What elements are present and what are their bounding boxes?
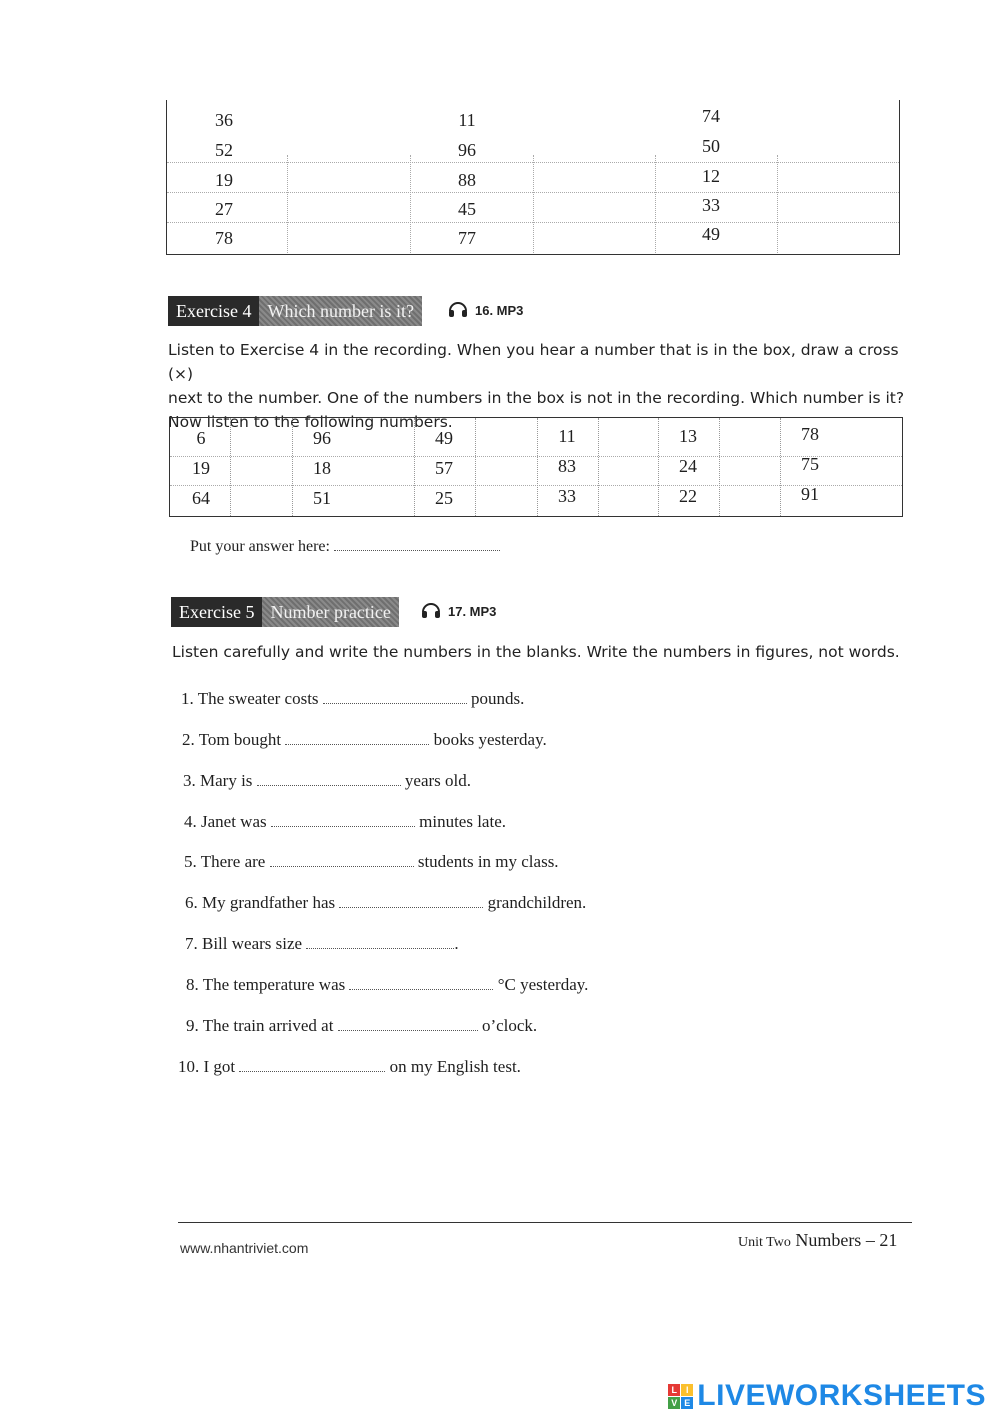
answer-blank[interactable]	[270, 866, 414, 867]
item-text: books yesterday.	[433, 730, 547, 749]
exercise4-audio[interactable]	[447, 298, 523, 323]
headphones-icon	[420, 599, 448, 624]
instruction-line: next to the number. One of the numbers in the box is not in the recording. Which number is it?	[168, 389, 905, 407]
table-cell: 11	[458, 110, 476, 130]
item-text: on my English test.	[389, 1057, 521, 1076]
item-text: 6. My grandfather has	[185, 893, 336, 912]
table-cell: 78	[215, 228, 233, 248]
item-text: 4. Janet was	[184, 812, 267, 831]
table-cell: 49	[702, 224, 720, 244]
logo-squares-icon: L I V E	[668, 1384, 693, 1409]
list-item	[178, 1057, 521, 1077]
instruction-line: Listen to Exercise 4 in the recording. When you hear a number that is in the box, draw a cross (×)	[168, 341, 899, 383]
item-text: °C yesterday.	[497, 975, 589, 994]
item-text: 9. The train arrived at	[186, 1016, 334, 1035]
item-text: 2. Tom bought	[182, 730, 282, 749]
grid-cell[interactable]: 24	[679, 456, 697, 476]
exercise5-header	[171, 597, 399, 627]
item-text: o’clock.	[481, 1016, 538, 1035]
grid-cell[interactable]: 18	[313, 458, 331, 478]
item-text: 3. Mary is	[183, 771, 253, 790]
exercise5-instruction: Listen carefully and write the numbers in the blanks. Write the numbers in figures, not words.	[172, 643, 900, 661]
table-cell: 33	[702, 195, 720, 215]
answer-blank[interactable]	[306, 948, 454, 949]
answer-blank[interactable]	[271, 826, 415, 827]
instruction-line: Now listen to the following numbers.	[168, 413, 453, 431]
table-cell: 50	[702, 136, 720, 156]
grid-cell[interactable]: 91	[801, 484, 819, 504]
item-text: pounds.	[471, 689, 525, 708]
footer-unit: Unit Two	[738, 1235, 791, 1250]
item-text: 7. Bill wears size	[185, 934, 303, 953]
answer-blank[interactable]	[285, 744, 429, 745]
item-text: grandchildren.	[487, 893, 587, 912]
item-text: students in my class.	[417, 852, 559, 871]
grid-row	[170, 484, 902, 520]
grid-cell[interactable]: 96	[313, 428, 331, 448]
exercise4-answer	[190, 538, 500, 556]
exercise5-title: Number practice	[262, 597, 398, 627]
item-text: minutes late.	[419, 812, 506, 831]
exercise5-audio[interactable]	[420, 599, 496, 624]
headphones-icon	[447, 298, 475, 323]
grid-cell[interactable]: 57	[435, 458, 453, 478]
grid-cell[interactable]: 83	[558, 456, 576, 476]
item-text: 10. I got	[178, 1057, 236, 1076]
page-number: – 21	[865, 1230, 898, 1250]
answer-blank[interactable]	[257, 785, 401, 786]
table-row	[167, 106, 899, 140]
table-row	[167, 166, 899, 200]
answer-blank[interactable]	[323, 703, 467, 704]
list-item	[185, 934, 459, 954]
liveworksheets-logo	[668, 1379, 986, 1413]
grid-cell[interactable]: 25	[435, 488, 453, 508]
table-cell: 36	[215, 110, 233, 130]
table-row	[167, 195, 899, 229]
table-cell: 96	[458, 140, 476, 160]
list-item	[184, 812, 506, 832]
answer-blank[interactable]	[338, 1030, 478, 1031]
exercise4-header	[168, 296, 422, 326]
footer-section: Numbers	[795, 1230, 862, 1250]
list-item	[186, 1016, 537, 1036]
answer-prompt: Put your answer here:	[190, 538, 330, 555]
list-item	[186, 975, 588, 995]
grid-cell[interactable]: 11	[558, 426, 576, 446]
audio-file-label: 17. MP3	[448, 604, 497, 619]
item-text: 1. The sweater costs	[181, 689, 319, 708]
table-cell: 77	[458, 228, 476, 248]
table-cell: 74	[702, 106, 720, 126]
answer-blank[interactable]	[334, 550, 500, 551]
table-cell: 45	[458, 199, 476, 219]
grid-cell[interactable]: 64	[192, 488, 210, 508]
exercise4-number-grid	[169, 417, 903, 517]
grid-cell[interactable]: 19	[192, 458, 210, 478]
grid-cell[interactable]: 13	[679, 426, 697, 446]
logo-text: LIVEWORKSHEETS	[697, 1379, 986, 1412]
grid-cell[interactable]: 6	[196, 428, 206, 448]
table-cell: 27	[215, 199, 233, 219]
answer-blank[interactable]	[339, 907, 483, 908]
grid-cell[interactable]: 33	[558, 486, 576, 506]
top-number-table	[166, 100, 900, 255]
list-item	[184, 852, 559, 872]
audio-file-label: 16. MP3	[475, 303, 524, 318]
item-text: years old.	[404, 771, 472, 790]
answer-blank[interactable]	[239, 1071, 385, 1072]
footer-divider	[178, 1222, 912, 1223]
list-item	[185, 893, 586, 913]
table-cell: 88	[458, 170, 476, 190]
list-item	[182, 730, 547, 750]
table-cell: 12	[702, 166, 720, 186]
list-item	[181, 689, 524, 709]
table-cell: 19	[215, 170, 233, 190]
item-text: .	[454, 934, 459, 953]
exercise4-title: Which number is it?	[259, 296, 421, 326]
table-cell: 52	[215, 140, 233, 160]
item-text: 8. The temperature was	[186, 975, 346, 994]
grid-cell[interactable]: 49	[435, 428, 453, 448]
answer-blank[interactable]	[349, 989, 493, 990]
item-text: 5. There are	[184, 852, 266, 871]
table-row	[167, 224, 899, 258]
footer-website: www.nhantriviet.com	[180, 1240, 309, 1256]
list-item	[183, 771, 471, 791]
footer-page-reference	[738, 1230, 897, 1251]
table-row	[167, 136, 899, 170]
exercise4-label: Exercise 4	[168, 296, 259, 326]
grid-cell[interactable]: 51	[313, 488, 331, 508]
grid-cell[interactable]: 75	[801, 454, 819, 474]
grid-cell[interactable]: 78	[801, 424, 819, 444]
grid-cell[interactable]: 22	[679, 486, 697, 506]
exercise5-label: Exercise 5	[171, 597, 262, 627]
